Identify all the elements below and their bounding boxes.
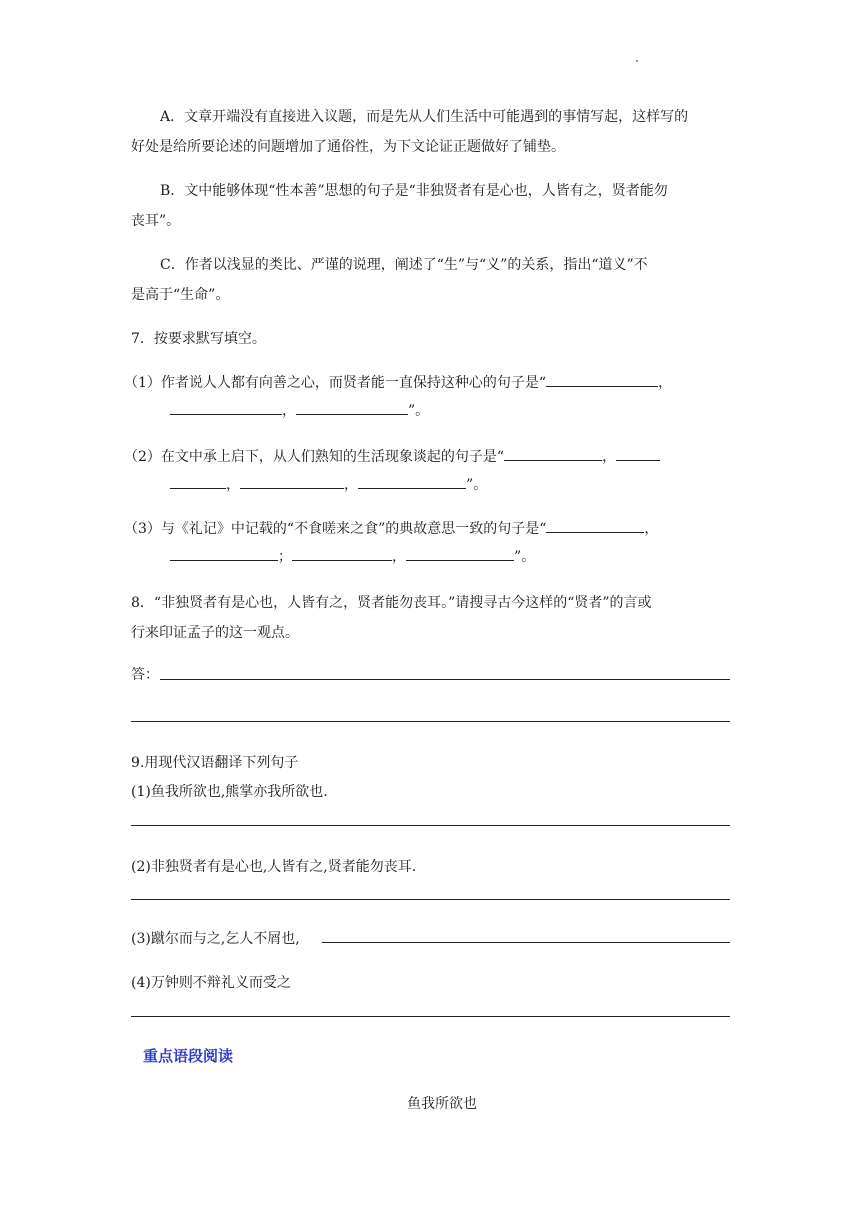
q9-sentence3: (3)蹴尔而与之,乞人不屑也,	[131, 931, 300, 947]
q7-part2-comma3: ，	[344, 477, 358, 493]
option-a-line1: A．文章开端没有直接进入议题，而是先从人们生活中可能遇到的事情写起，这样写的	[160, 109, 689, 125]
option-c-line2: 是高于“生命”。	[131, 287, 230, 303]
q7-part2-line1	[124, 446, 660, 466]
q7-part3-blank1[interactable]	[546, 518, 644, 533]
q7-part1-comma: ，	[658, 375, 673, 391]
q7-part1-blank3[interactable]	[296, 400, 408, 415]
q7-part2-line2	[170, 474, 487, 494]
q7-part2-prompt: （2）在文中承上启下，从人们熟知的生活现象谈起的句子是“	[124, 449, 505, 465]
option-b-line2: 丧耳”。	[131, 213, 181, 229]
q9-answer2-line[interactable]	[131, 899, 730, 900]
q8-answer-label: 答：	[131, 667, 159, 683]
q9-answer3-line[interactable]	[322, 942, 730, 943]
q9-sentence4: (4)万钟则不辩礼义而受之	[131, 975, 291, 991]
q9-title: 9.用现代汉语翻译下列句子	[131, 755, 299, 771]
q7-part1-blank1[interactable]	[546, 372, 658, 387]
q8-line1: 8．“非独贤者有是心也，人皆有之，贤者能勿丧耳。”请搜寻古今这样的“贤者”的言或	[131, 595, 652, 611]
q7-part3-blank2[interactable]	[170, 546, 278, 561]
q7-part3-line1	[124, 518, 658, 538]
q8-line2: 行来印证孟子的这一观点。	[131, 625, 299, 641]
q7-part1-comma2: ，	[282, 403, 296, 419]
option-b-line1: B．文中能够体现“性本善”思想的句子是“非独贤者有是心也，人皆有之，贤者能勿	[160, 183, 668, 199]
q7-part3-comma: ，	[644, 521, 659, 537]
q7-part3-end: ”。	[514, 549, 536, 565]
q7-part2-blank1[interactable]	[504, 446, 602, 461]
q8-answer-line2[interactable]	[131, 721, 730, 722]
q7-part1-end: ”。	[408, 403, 430, 419]
q9-sentence1: (1)鱼我所欲也,熊掌亦我所欲也.	[131, 784, 328, 800]
q7-part2-blank2b[interactable]	[170, 474, 226, 489]
q7-part2-end: ”。	[466, 477, 488, 493]
q7-part1-prompt: （1）作者说人人都有向善之心，而贤者能一直保持这种心的句子是“	[124, 375, 547, 391]
q9-sentence2: (2)非独贤者有是心也,人皆有之,贤者能勿丧耳.	[131, 859, 417, 875]
q7-part1-blank2[interactable]	[170, 400, 282, 415]
q7-part2-blank3[interactable]	[240, 474, 344, 489]
q8-answer-line1[interactable]	[160, 679, 730, 680]
q7-part3-prompt: （3）与《礼记》中记载的“不食嗟来之食”的典故意思一致的句子是“	[124, 521, 547, 537]
q7-part3-comma2: ，	[392, 549, 406, 565]
option-c-line1: C．作者以浅显的类比、严谨的说理，阐述了“生”与“义”的关系，指出“道义”不	[160, 257, 648, 273]
q7-title: 7．按要求默写填空。	[131, 331, 266, 347]
q7-part2-blank2a[interactable]	[616, 446, 660, 461]
q9-answer4-line[interactable]	[131, 1016, 730, 1017]
passage-title: 鱼我所欲也	[407, 1096, 477, 1112]
q7-part1-line1	[124, 372, 672, 392]
section-heading: 重点语段阅读	[143, 1047, 234, 1065]
q7-part2-blank4[interactable]	[358, 474, 466, 489]
q7-part3-blank3[interactable]	[292, 546, 392, 561]
q7-part2-comma: ，	[602, 449, 617, 465]
q9-answer1-line[interactable]	[131, 825, 730, 826]
option-a-line2: 好处是给所要论述的问题增加了通俗性，为下文论证正题做好了铺垫。	[131, 139, 565, 155]
page-mark	[636, 60, 638, 62]
q7-part1-line2	[170, 400, 429, 420]
q7-part3-blank4[interactable]	[406, 546, 514, 561]
q7-part3-line2	[170, 546, 535, 566]
q7-part2-comma2: ，	[226, 477, 240, 493]
q7-part3-semicolon: ；	[278, 549, 292, 565]
